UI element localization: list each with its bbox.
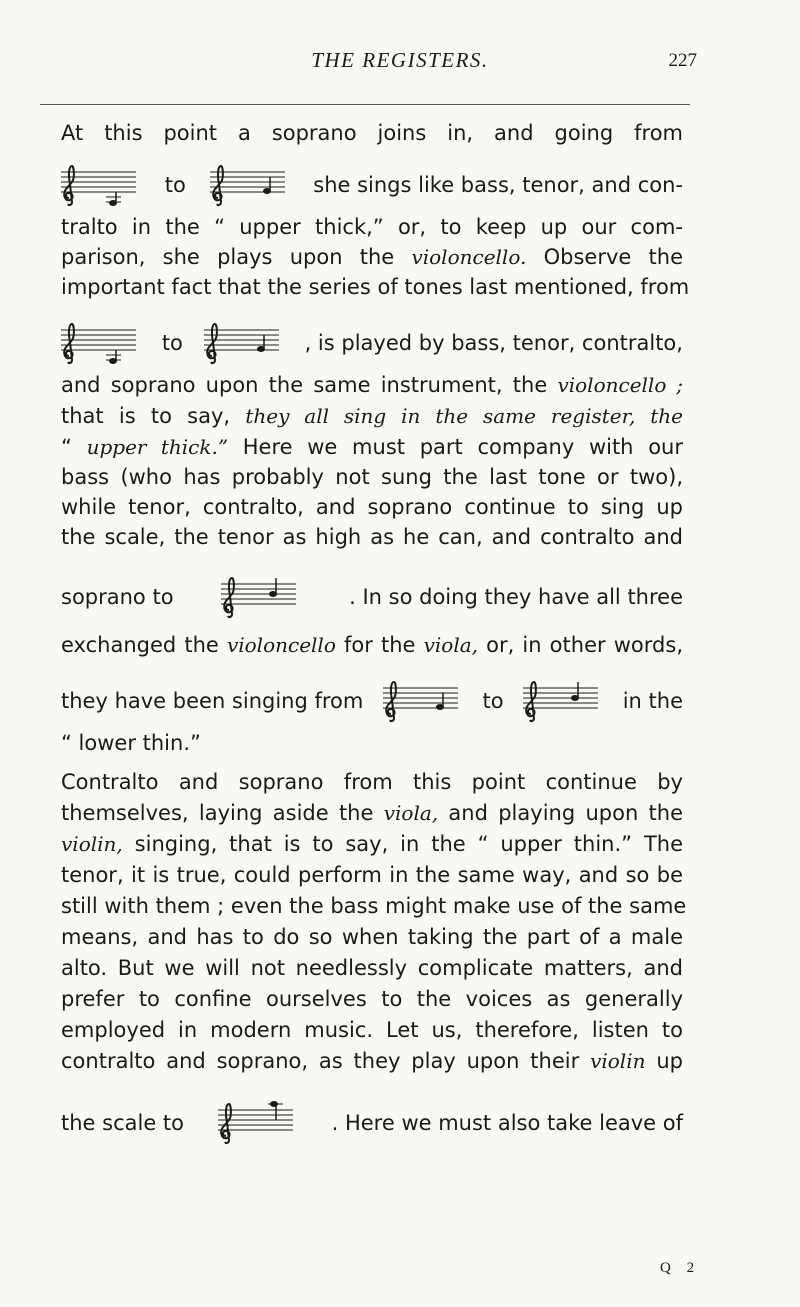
to-word: to xyxy=(482,689,504,713)
text-line: Contralto and soprano from this point continue by xyxy=(61,770,683,794)
italic-fragment: viola, xyxy=(383,801,439,825)
text-line xyxy=(61,1100,683,1146)
text-fragment: up xyxy=(645,1049,683,1073)
text-line: tralto in the “ upper thick,” or, to keep up our com- xyxy=(61,215,683,239)
text-line: tenor, it is true, could perform in the same way, and so be xyxy=(61,863,683,887)
text-fragment: or, in other words, xyxy=(478,633,683,657)
text-line xyxy=(61,678,683,724)
treble-clef-staff-icon xyxy=(61,162,141,208)
text-line: bass (who has probably not sung the last tone or two), xyxy=(61,465,683,489)
italic-fragment: violoncello ; xyxy=(557,373,683,397)
italic-fragment: viola, xyxy=(423,633,479,657)
text-line xyxy=(61,370,683,400)
italic-fragment: upper thick.” xyxy=(86,435,229,459)
italic-fragment: violoncello. xyxy=(411,245,527,269)
text-fragment: soprano to xyxy=(61,585,174,609)
text-fragment: the scale to xyxy=(61,1111,185,1135)
text-line xyxy=(61,829,683,859)
text-line: means, and has to do so when taking the part of a male xyxy=(61,925,683,949)
treble-clef-staff-icon xyxy=(218,1100,298,1146)
treble-clef-staff-icon xyxy=(383,678,463,724)
text-line xyxy=(61,162,683,208)
text-line xyxy=(61,432,683,462)
italic-fragment: violin, xyxy=(61,832,123,856)
text-fragment: singing, that is to say, in the “ upper thin.” The xyxy=(122,832,683,856)
text-line xyxy=(61,320,683,366)
text-fragment: . In so doing they have all three xyxy=(349,585,683,609)
text-line: employed in modern music. Let us, therefore, listen to xyxy=(61,1018,683,1042)
text-line xyxy=(61,630,683,660)
text-fragment: . Here we must also take leave of xyxy=(331,1111,683,1135)
text-fragment: , is played by bass, tenor, contralto, xyxy=(304,331,683,355)
text-fragment: for the xyxy=(335,633,424,657)
header-rule xyxy=(40,104,690,105)
text-line: while tenor, contralto, and soprano continue to sing up xyxy=(61,495,683,519)
italic-fragment: they all sing in the same register, the xyxy=(245,404,683,428)
text-fragment: parison, she plays upon the xyxy=(61,245,412,269)
text-fragment: and soprano upon the same instrument, the xyxy=(61,373,558,397)
text-line xyxy=(61,401,683,431)
treble-clef-staff-icon xyxy=(61,320,141,366)
page-header xyxy=(0,48,800,78)
text-fragment: in the xyxy=(622,689,683,713)
running-title: THE REGISTERS. xyxy=(311,48,489,72)
treble-clef-staff-icon xyxy=(204,320,284,366)
text-fragment: and playing upon the xyxy=(438,801,684,825)
italic-fragment: violin xyxy=(590,1049,646,1073)
text-fragment: themselves, laying aside the xyxy=(61,801,384,825)
treble-clef-staff-icon xyxy=(210,162,290,208)
text-line xyxy=(61,1046,683,1076)
treble-clef-staff-icon xyxy=(221,574,301,620)
to-word: to xyxy=(161,331,183,355)
text-line: prefer to confine ourselves to the voices as generally xyxy=(61,987,683,1011)
text-fragment: that is to say, xyxy=(61,404,246,428)
text-line xyxy=(61,798,683,828)
text-line xyxy=(61,242,683,272)
to-word: to xyxy=(164,173,186,197)
text-line: alto. But we will not needlessly complicate matters, and xyxy=(61,956,683,980)
treble-clef-staff-icon xyxy=(523,678,603,724)
text-fragment: “ xyxy=(61,435,87,459)
text-line: “ lower thin.” xyxy=(61,731,201,755)
text-line xyxy=(61,574,683,620)
text-fragment: contralto and soprano, as they play upon their xyxy=(61,1049,591,1073)
text-line: still with them ; even the bass might make use of the same xyxy=(61,894,687,918)
text-line: At this point a soprano joins in, and going from xyxy=(61,121,683,145)
text-line: important fact that the series of tones last mentioned, from xyxy=(61,275,690,299)
text-fragment: Here we must part company with our xyxy=(228,435,683,459)
signature-mark: Q 2 xyxy=(660,1260,701,1276)
text-fragment: she sings like bass, tenor, and con- xyxy=(313,173,683,197)
text-fragment: exchanged the xyxy=(61,633,227,657)
text-fragment: they have been singing from xyxy=(61,689,364,713)
text-fragment: Observe the xyxy=(526,245,684,269)
text-line: the scale, the tenor as high as he can, and contralto and xyxy=(61,525,683,549)
italic-fragment: violoncello xyxy=(226,633,336,657)
page-number: 227 xyxy=(668,50,697,71)
